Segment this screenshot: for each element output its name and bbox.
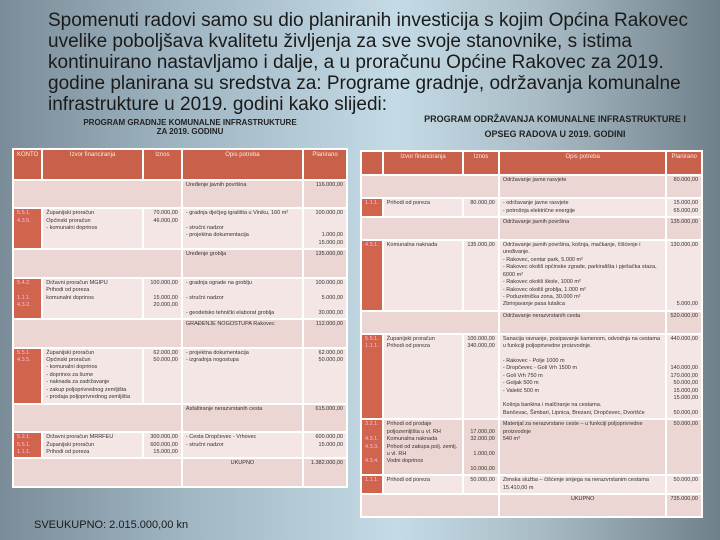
section-row bbox=[362, 495, 701, 516]
konto-cell: 5.5.1. 1.1.1. bbox=[362, 335, 382, 419]
header-row bbox=[362, 152, 701, 174]
source-cell: Prihodi od prodaje poljozemljišta u vl. RH Komunalna naknada Prihod od zakupa polj. zemlj. u vl. RH Vodni doprinos bbox=[384, 420, 463, 474]
section-label: Uređenje javnih površina bbox=[183, 181, 302, 208]
construction-program-table bbox=[12, 148, 348, 488]
section-row bbox=[14, 320, 346, 347]
table-row bbox=[362, 476, 701, 493]
amount-cell: 17.000,00 32.000,00 1.000,00 10.000,00 bbox=[464, 420, 498, 474]
planned-cell: 100.000,00 5.000,00 30.000,00 bbox=[304, 279, 346, 318]
amount-cell: 80.000,00 bbox=[464, 199, 498, 216]
description-cell: Zimska služba – čišćenje snijega na nerazvrstanim cestama 15.410,00 m bbox=[500, 476, 666, 493]
planned-cell: 50.000,00 bbox=[667, 420, 701, 474]
empty-cell bbox=[14, 320, 181, 347]
description-cell: - projektna dokumentacija - izgradnja nogostupa bbox=[183, 349, 302, 403]
source-cell: Državni proračun MGIPU Prihodi od poreza komunalni doprinos bbox=[43, 279, 142, 318]
column-header: Iznos bbox=[144, 150, 181, 179]
konto-cell: 5.2.1. 5.5.1. 1.1.1. bbox=[14, 433, 41, 457]
section-value: 615.000,00 bbox=[304, 405, 346, 432]
empty-cell bbox=[14, 405, 181, 432]
column-header: KONTO bbox=[14, 150, 41, 179]
konto-cell: 1.1.1. bbox=[362, 199, 382, 216]
left-subtitle: PROGRAM GRADNJE KOMUNALNE INFRASTRUKTURE ZA 2019. GODINU bbox=[83, 118, 297, 136]
planned-cell: 100.000,00 1.000,00 15.000,00 bbox=[304, 209, 346, 248]
table-row bbox=[14, 279, 346, 318]
section-value: 80.000,00 bbox=[667, 176, 701, 197]
konto-cell: 1.1.1. bbox=[362, 476, 382, 493]
source-cell: Županijski proračun Prihodi od poreza bbox=[384, 335, 463, 419]
section-value: 135.000,00 bbox=[304, 250, 346, 277]
column-header: Planirano bbox=[667, 152, 701, 174]
table-row bbox=[14, 209, 346, 248]
source-cell: Županijski proračun Općinski proračun - komunalni doprinos bbox=[43, 209, 142, 248]
empty-cell bbox=[14, 459, 181, 486]
konto-cell: 5.4.2. 1.1.1. 4.3.2. bbox=[14, 279, 41, 318]
section-value: 1.382.000,00 bbox=[304, 459, 346, 486]
description-cell: Održavanje javnih površina, košnja, mačkanje, čišćenje i uređivanje. - Rakovec, centar park, 5.000 m² - Rakovec okoliš općinske zgrade, parkirališta i pješačka staza, 6000 m² - Rakovec okoliš škole, 1000 m² - Rakovec okoliš groblja, 1.000 m² - Poduzetnička zona, 30.000 m² Zbrinjavanje pasa lutalica bbox=[500, 241, 666, 310]
konto-cell: 5.5.1. 4.3.5. bbox=[14, 209, 41, 248]
konto-cell: 5.5.1. 4.3.5. bbox=[14, 349, 41, 403]
planned-cell: 440.000,00 140.000,00 170.000,00 50.000,00 15.000,00 15.000,00 50.000,00 bbox=[667, 335, 701, 419]
column-header: Iznos bbox=[464, 152, 498, 174]
planned-cell: 600.000,00 15.000,00 bbox=[304, 433, 346, 457]
section-label: Asfaltiranje nerazvrstanih cesta bbox=[183, 405, 302, 432]
description-cell: - održavanje javne rasvjete - potrošnja električne energije bbox=[500, 199, 666, 216]
amount-cell: 62.000,00 50.000,00 bbox=[144, 349, 181, 403]
grand-total: SVEUKUPNO: 2.015.000,00 kn bbox=[34, 519, 189, 531]
slide-title: Spomenuti radovi samo su dio planiranih investicija s kojim Općina Rakovec uvelike poboljšava kvalitetu življenja za sve svoje stanovnike, s istima kontinuirano nastavljamo i dalje, a u proračunu Općine Rakovec za 2019. godine planirana su sredstva za: Programe gradnje, održavanja komunalne infrastrukture u 2019. godini kako slijedi: bbox=[48, 10, 688, 115]
amount-cell: 135.000,00 bbox=[464, 241, 498, 310]
section-row bbox=[14, 405, 346, 432]
amount-cell: 70.000,00 46.000,00 bbox=[144, 209, 181, 248]
section-value: 135.000,00 bbox=[667, 218, 701, 239]
amount-cell: 300.000,00 600.000,00 15.000,00 bbox=[144, 433, 181, 457]
section-label: Uređenje groblja bbox=[183, 250, 302, 277]
section-label: GRAĐENJE NOGOSTUPA Rakovec bbox=[183, 320, 302, 347]
source-cell: Komunalna naknada bbox=[384, 241, 463, 310]
description-cell: - gradnja ograde na groblju - stručni nadzor - geodetsko tehnički elaborat groblja bbox=[183, 279, 302, 318]
section-row bbox=[14, 181, 346, 208]
source-cell: Državni proračun MRRFEU Županijski proračun Prihodi od poreza bbox=[43, 433, 142, 457]
source-cell: Županijski proračun Općinski proračun - komunalni doprinos - doprinos za šume - naknada za zadržavanje - zakup poljoprivrednog zemljišta - prodaja poljoprivrednog zemljišta bbox=[43, 349, 142, 403]
amount-cell: 100.000,00 340.000,00 bbox=[464, 335, 498, 419]
section-row bbox=[362, 218, 701, 239]
source-cell: Prihodi od poreza bbox=[384, 199, 463, 216]
description-cell: - Cesta Dropčevec - Vrhovec - stručni nadzor bbox=[183, 433, 302, 457]
section-label: UKUPNO bbox=[183, 459, 302, 486]
section-label: Održavanje nerazvrstanih cesta bbox=[500, 312, 666, 333]
planned-cell: 130.000,00 5.000,00 bbox=[667, 241, 701, 310]
planned-cell: 50.000,00 bbox=[667, 476, 701, 493]
table-row bbox=[14, 433, 346, 457]
table-row bbox=[362, 241, 701, 310]
amount-cell: 50.000,00 bbox=[464, 476, 498, 493]
empty-cell bbox=[362, 176, 498, 197]
planned-cell: 62.000,00 50.000,00 bbox=[304, 349, 346, 403]
section-row bbox=[14, 250, 346, 277]
empty-cell bbox=[14, 181, 181, 208]
section-row bbox=[362, 312, 701, 333]
column-header: Planirano bbox=[304, 150, 346, 179]
section-label: Održavanje javnih površina bbox=[500, 218, 666, 239]
table-row bbox=[362, 420, 701, 474]
column-header: Opis potreba bbox=[500, 152, 666, 174]
table-row bbox=[14, 349, 346, 403]
right-subtitle: PROGRAM ODRŽAVANJA KOMUNALNE INFRASTRUKTURE I OPSEG RADOVA U 2019. GODINI bbox=[424, 114, 686, 139]
header-row bbox=[14, 150, 346, 179]
description-cell: - gradnja dječjeg igrališta u Viniku, 160 m² - stručni nadzor - projektna dokumentacija bbox=[183, 209, 302, 248]
section-row bbox=[14, 459, 346, 486]
table-row bbox=[362, 335, 701, 419]
section-value: 112.000,00 bbox=[304, 320, 346, 347]
amount-cell: 100.000,00 15.000,00 20.000,00 bbox=[144, 279, 181, 318]
empty-cell bbox=[362, 495, 498, 516]
section-value: 116.000,00 bbox=[304, 181, 346, 208]
source-cell: Prihodi od poreza bbox=[384, 476, 463, 493]
column-header: Opis potreba bbox=[183, 150, 302, 179]
section-value: 735.000,00 bbox=[667, 495, 701, 516]
section-row bbox=[362, 176, 701, 197]
column-header: Izvor financiranja bbox=[384, 152, 463, 174]
konto-cell: 4.3.1. bbox=[362, 241, 382, 310]
section-label: Održavanje javne rasvjete bbox=[500, 176, 666, 197]
empty-cell bbox=[362, 218, 498, 239]
konto-cell: 3.2.1. 4.3.1. 4.3.3. 4.3.4. bbox=[362, 420, 382, 474]
section-label: UKUPNO bbox=[500, 495, 666, 516]
empty-cell bbox=[14, 250, 181, 277]
column-header: Izvor financiranja bbox=[43, 150, 142, 179]
table-row bbox=[362, 199, 701, 216]
description-cell: Materijal za nerazvrstane ceste – u funkciji poljoprivredne proizvodnje 540 m³ bbox=[500, 420, 666, 474]
maintenance-program-table bbox=[360, 150, 703, 518]
description-cell: Sanacija ravnanje, posipavanje kamenom, odvodnja na cestama u funkciji poljoprivredne proizvodnje. - Rakovec - Polje 1000 m - Dropčevec - Goli Vrh 1500 m - Goli Vrh 750 m - Goljak 500 m - Valetić 500 m Košnja bankina i malčiranje na cestama. Bančevac, Šimbari, Lipnica, Brezani, Dropčevec, Dvorišće bbox=[500, 335, 666, 419]
planned-cell: 15.000,00 65.000,00 bbox=[667, 199, 701, 216]
section-value: 520.000,00 bbox=[667, 312, 701, 333]
empty-cell bbox=[362, 312, 498, 333]
column-header bbox=[362, 152, 382, 174]
